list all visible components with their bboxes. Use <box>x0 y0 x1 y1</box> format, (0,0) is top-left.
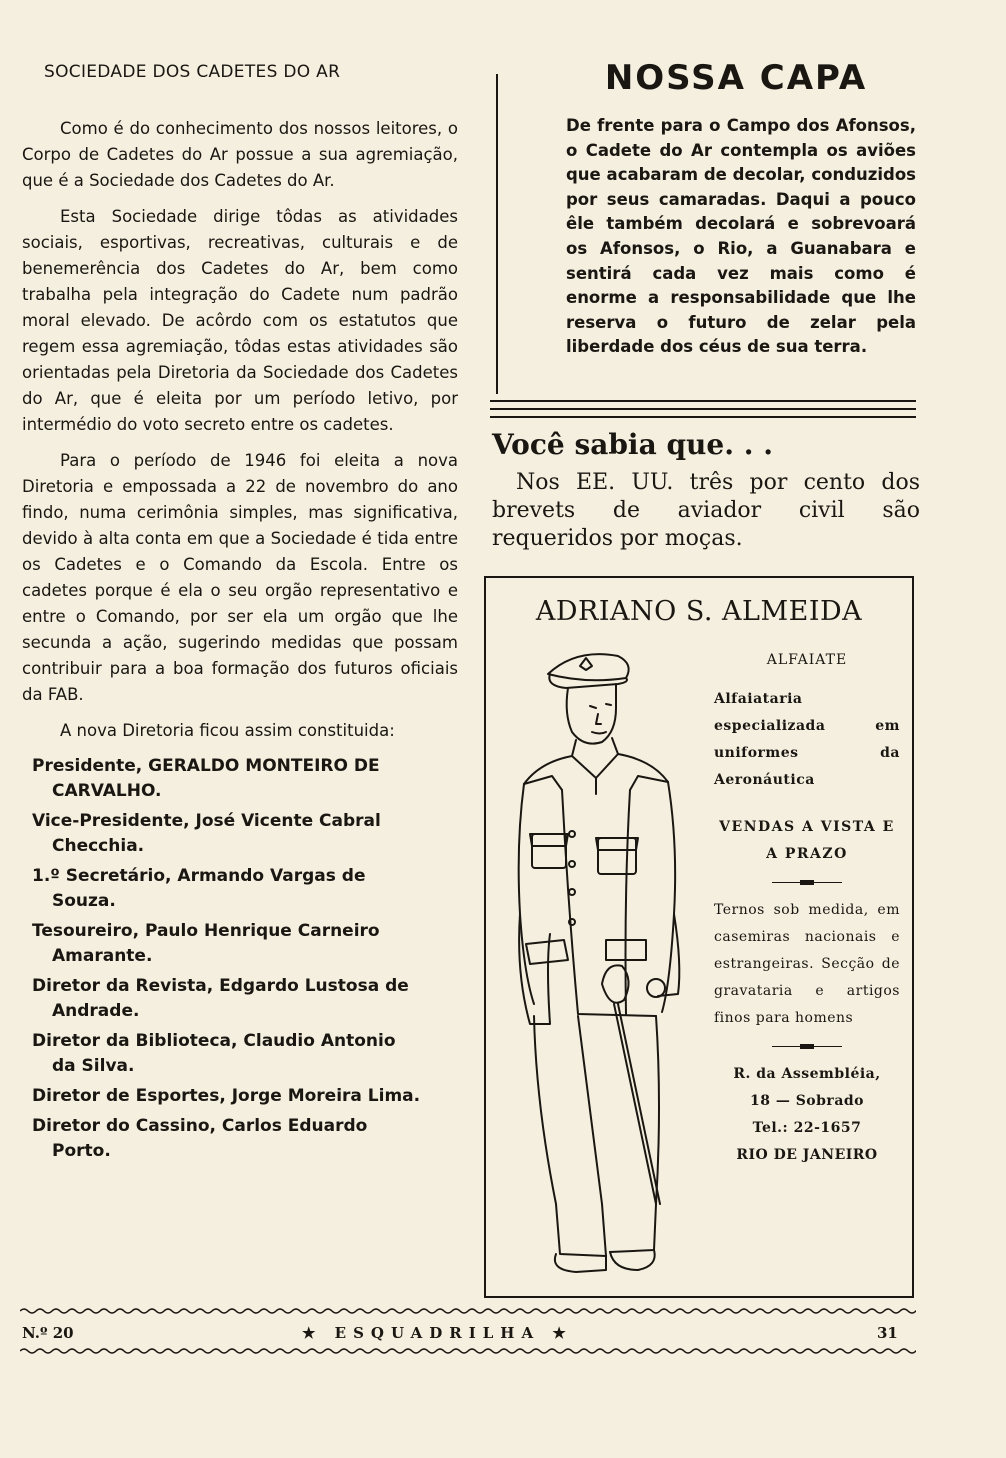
ad-sales: VENDAS A VISTA E A PRAZO <box>719 819 895 862</box>
article-heading: SOCIEDADE DOS CADETES DO AR <box>44 62 341 82</box>
ad-text-block <box>714 652 900 1169</box>
article-paragraph: Como é do conhecimento dos nossos leitores, o Corpo de Cadetes do Ar possue a sua agremiação, que é a Sociedade dos Cadetes do Ar. <box>22 119 458 190</box>
article-paragraph: Esta Sociedade dirige tôdas as atividades sociais, esportivas, recreativas, culturais e de benemerência dos Cadetes do Ar, bem como trabalha pela integração do Cadete num padrão moral elevado. De acôrdo com os estatutos que regem essa agremiação, tôdas estas atividades são orientadas pela Diretoria da Sociedade dos Cadetes do Ar, que é eleita por um período letivo, por intermédio do voto secreto entre os cadetes. <box>22 207 458 434</box>
section-rule <box>490 408 916 410</box>
issue-number: N.º 20 <box>22 1324 74 1342</box>
ad-city: RIO DE JANEIRO <box>736 1147 878 1163</box>
ad-profession: ALFAIATE <box>766 652 848 668</box>
article-paragraph: A nova Diretoria ficou assim constituida: <box>60 721 395 740</box>
article-paragraph: Para o período de 1946 foi eleita a nova Diretoria e empossada a 22 de novembro do ano findo, numa cerimônia simples, mas significativa, devido à alta conta em que a Sociedade é tida entre os Cadetes e o Comando da Escola. Entre os cadetes porque é ela o seu orgão representativo e entre o Comando, por ser ela um orgão que lhe secunda a ação, sugerindo medidas que possam contribuir para a boa formação dos futuros oficiais da FAB. <box>22 451 458 704</box>
board-entry: Diretor da Biblioteca, Claudio Antonio da Silva. <box>32 1031 396 1076</box>
ad-title: ADRIANO S. ALMEIDA <box>535 596 863 627</box>
ad-divider <box>772 1046 842 1047</box>
board-entry: Diretor de Esportes, Jorge Moreira Lima. <box>32 1086 421 1106</box>
nossa-capa-section <box>516 58 916 360</box>
ad-products: Ternos sob medida, em casemiras nacionais e estrangeiras. Secção de gravataria e artigos finos para homens <box>714 902 900 1026</box>
ad-address-line2: 18 — Sobrado <box>749 1093 865 1109</box>
section-rule <box>490 400 916 402</box>
board-entry: 1.º Secretário, Armando Vargas de Souza. <box>32 866 366 911</box>
ad-address-line1: R. da Assembléia, <box>733 1066 881 1082</box>
board-entry: Diretor da Revista, Edgardo Lustosa de Andrade. <box>32 976 409 1021</box>
board-entry: Presidente, GERALDO MONTEIRO DE CARVALHO. <box>32 756 380 801</box>
footer-wave-top <box>20 1306 916 1316</box>
cadet-illustration <box>506 644 716 1284</box>
magazine-name: ★ ESQUADRILHA ★ <box>302 1324 573 1342</box>
board-entry: Diretor do Cassino, Carlos Eduardo Porto. <box>32 1116 368 1161</box>
left-column <box>22 62 458 1169</box>
board-list <box>22 754 458 1164</box>
tailor-advertisement <box>484 576 914 1298</box>
ad-phone: Tel.: 22-1657 <box>752 1120 862 1136</box>
footer-wave-bottom <box>20 1346 916 1356</box>
nossa-capa-text: De frente para o Campo dos Afonsos, o Cadete do Ar contempla os aviões que acabaram de decolar, conduzidos por seus camaradas. Daqui a pouco êle também decolará e sobrevoará os Afonsos, o Rio, a Guanabara e sentirá cada vez mais como é enorme a responsabilidade que lhe reserva o futuro de zelar pela liberdade dos céus de sua terra. <box>566 116 916 357</box>
board-entry: Tesoureiro, Paulo Henrique Carneiro Amarante. <box>32 921 380 966</box>
board-entry: Vice-Presidente, José Vicente Cabral Checchia. <box>32 811 381 856</box>
section-rule <box>490 416 916 418</box>
voce-sabia-title: Você sabia que. . . <box>492 428 773 461</box>
voce-sabia-section <box>492 428 920 553</box>
voce-sabia-text: Nos EE. UU. três por cento dos brevets de aviador civil são requeridos por moças. <box>492 470 920 551</box>
nossa-capa-title: NOSSA CAPA <box>604 58 868 98</box>
page-number: 31 <box>877 1324 898 1342</box>
ad-divider <box>772 882 842 883</box>
column-divider <box>496 74 498 394</box>
ad-specialty: Alfaiataria especializada em uniformes da Aeronáutica <box>714 691 900 788</box>
